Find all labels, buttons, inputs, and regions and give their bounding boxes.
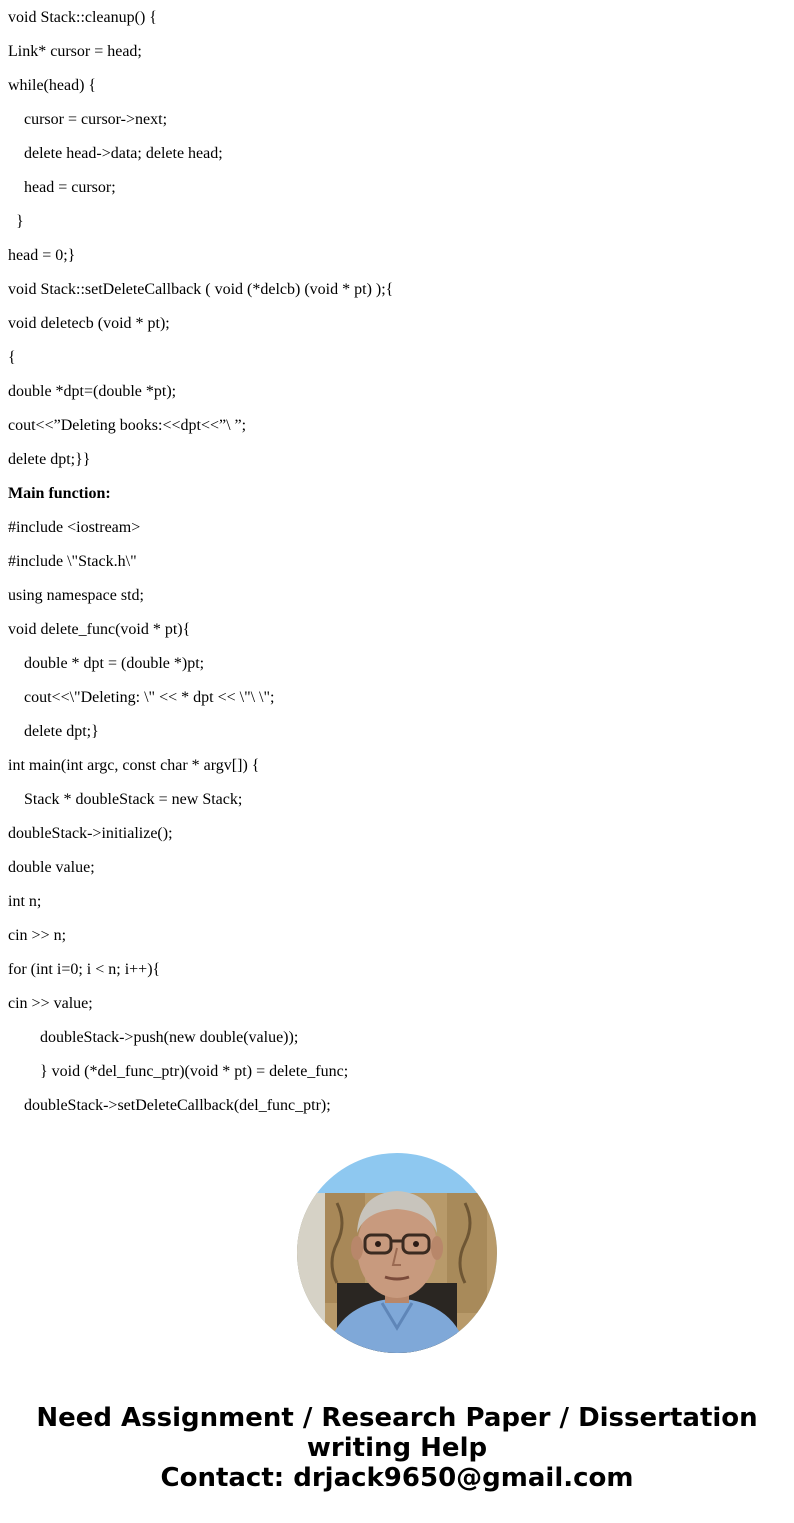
- code-line: Stack * doubleStack = new Stack;: [8, 791, 243, 808]
- code-line: delete dpt;}}: [8, 451, 91, 468]
- person-photo-icon: [297, 1153, 497, 1353]
- code-line: head = 0;}: [8, 247, 76, 264]
- code-line: int main(int argc, const char * argv[]) {: [8, 757, 260, 774]
- code-line: {: [8, 349, 16, 366]
- cta-headline: Need Assignment / Research Paper / Dissertation: [36, 1403, 758, 1433]
- code-line: int n;: [8, 893, 42, 910]
- code-line: #include \"Stack.h\": [8, 553, 137, 570]
- cta-contact-email: Contact: drjack9650@gmail.com: [160, 1463, 634, 1493]
- code-line: doubleStack->setDeleteCallback(del_func_ptr);: [8, 1097, 331, 1114]
- code-line: double * dpt = (double *)pt;: [8, 655, 205, 672]
- cta-subheadline: writing Help: [306, 1433, 488, 1463]
- code-line: cin >> value;: [8, 995, 93, 1012]
- code-line: #include <iostream>: [8, 519, 141, 536]
- code-line: doubleStack->initialize();: [8, 825, 173, 842]
- author-avatar: [297, 1153, 497, 1353]
- code-line: Link* cursor = head;: [8, 43, 142, 60]
- code-line: } void (*del_func_ptr)(void * pt) = delete_func;: [8, 1063, 349, 1080]
- code-line: delete head->data; delete head;: [8, 145, 223, 162]
- code-line: double value;: [8, 859, 95, 876]
- code-line: head = cursor;: [8, 179, 116, 196]
- section-heading: Main function:: [8, 485, 111, 502]
- code-line: while(head) {: [8, 77, 97, 94]
- code-line: using namespace std;: [8, 587, 144, 604]
- code-line: cout<<\"Deleting: \" << * dpt << \"\ \";: [8, 689, 275, 706]
- code-line: delete dpt;}: [8, 723, 99, 740]
- code-line: void Stack::setDeleteCallback ( void (*delcb) (void * pt) );{: [8, 281, 394, 298]
- code-listing: [8, 0, 788, 1122]
- code-line: void deletecb (void * pt);: [8, 315, 170, 332]
- code-line: for (int i=0; i < n; i++){: [8, 961, 161, 978]
- code-line: }: [8, 213, 24, 230]
- code-line: void delete_func(void * pt){: [8, 621, 191, 638]
- contact-banner: [0, 1403, 794, 1493]
- code-line: cursor = cursor->next;: [8, 111, 168, 128]
- code-line: void Stack::cleanup() {: [8, 9, 157, 26]
- code-line: doubleStack->push(new double(value));: [8, 1029, 299, 1046]
- code-line: cout<<”Deleting books:<<dpt<<”\ ”;: [8, 417, 247, 434]
- code-line: double *dpt=(double *pt);: [8, 383, 177, 400]
- code-line: cin >> n;: [8, 927, 67, 944]
